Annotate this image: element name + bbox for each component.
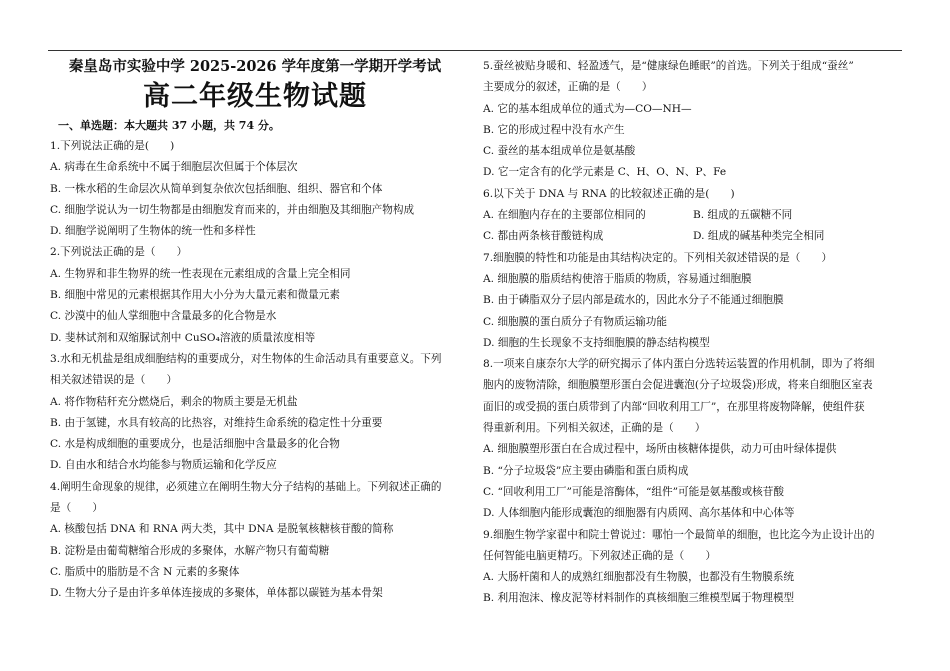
school-header: 秦皇岛市实验中学 2025-2026 学年度第一学期开学考试 — [68, 58, 442, 75]
answer-option: A. 生物界和非生物界的统一性表现在元素组成的含量上完全相同 — [50, 267, 351, 280]
question-text: 胞内的废物清除，细胞膜塑形蛋白会促进囊泡(分子垃圾袋)形成，将来自细胞区室表 — [483, 379, 873, 392]
right-question-list-a — [483, 56, 903, 205]
section-heading: 一、单选题：本大题共 37 小题，共 74 分。 — [58, 119, 280, 132]
answer-option: D. 人体细胞内能形成囊泡的细胞器有内质网、高尔基体和中心体等 — [483, 507, 795, 520]
answer-option: A. 病毒在生命系统中不属于细胞层次但属于个体层次 — [50, 161, 298, 174]
question-text: 9.细胞生物学家翟中和院士曾说过：哪怕一个最简单的细胞，也比迄今为止设计出的 — [483, 528, 875, 541]
option-row — [483, 205, 903, 226]
answer-option: A. 核酸包括 DNA 和 RNA 两大类，其中 DNA 是脱氧核糖核苷酸的简称 — [50, 523, 394, 536]
right-question-list-b — [483, 248, 903, 610]
answer-option: B. 利用泡沫、橡皮泥等材料制作的真核细胞三维模型属于物理模型 — [483, 592, 795, 605]
question-text: 7.细胞膜的特性和功能是由其结构决定的。下列相关叙述错误的是（ ） — [483, 251, 833, 264]
answer-option: C. 细胞膜的蛋白质分子有物质运输功能 — [483, 315, 667, 328]
answer-option: B. 一株水稻的生命层次从简单到复杂依次包括细胞、组织、器官和个体 — [50, 182, 383, 195]
question-text: 面旧的或受损的蛋白质带到了内部“回收利用工厂”，在那里将废物降解，使组件获 — [483, 400, 865, 413]
answer-option: A. 细胞膜的脂质结构使溶于脂质的物质，容易通过细胞膜 — [483, 272, 752, 285]
question-text: 是（ ） — [50, 502, 103, 515]
answer-option: C. 细胞学说认为一切生物都是由细胞发育而来的，并由细胞及其细胞产物构成 — [50, 203, 415, 216]
left-question-list — [50, 136, 460, 605]
question-text: 主要成分的叙述，正确的是（ ） — [483, 81, 653, 94]
answer-option: B. 组成的五碳糖不同 — [693, 209, 793, 222]
answer-option: C. 蚕丝的基本组成单位是氨基酸 — [483, 145, 636, 158]
answer-option: B. 由于氢键，水具有较高的比热容，对维持生命系统的稳定性十分重要 — [50, 416, 383, 429]
question-text: 3.水和无机盐是组成细胞结构的重要成分，对生物体的生命活动具有重要意义。下列 — [50, 352, 442, 365]
question-text: 5.蚕丝被贴身暖和、轻盈透气，是“健康绿色睡眠”的首选。下列关于组成“蚕丝” — [483, 60, 854, 72]
question-text: 得重新利用。下列相关叙述，正确的是（ ） — [483, 422, 706, 435]
answer-option: A. 大肠杆菌和人的成熟红细胞都没有生物膜，也都没有生物膜系统 — [483, 571, 795, 584]
q6-options — [483, 205, 903, 248]
answer-option: D. 它一定含有的化学元素是 C、H、O、N、P、Fe — [483, 166, 727, 179]
answer-option: D. 生物大分子是由许多单体连接成的多聚体，单体都以碳链为基本骨架 — [50, 587, 383, 600]
answer-option: B. 细胞中常见的元素根据其作用大小分为大量元素和微量元素 — [50, 289, 340, 302]
question-text: 4.阐明生命现象的规律，必须建立在阐明生物大分子结构的基础上。下列叙述正确的 — [50, 480, 442, 493]
answer-option: D. 细胞学说阐明了生物体的统一性和多样性 — [50, 225, 256, 238]
answer-option: C. 水是构成细胞的重要成分，也是活细胞中含量最多的化合物 — [50, 438, 340, 451]
answer-option: C. 沙漠中的仙人掌细胞中含量最多的化合物是水 — [50, 310, 277, 323]
answer-option: A. 细胞膜塑形蛋白在合成过程中，场所由核糖体提供，动力可由叶绿体提供 — [483, 443, 837, 456]
question-text: 相关叙述错误的是（ ） — [50, 374, 178, 387]
right-column — [483, 56, 903, 610]
answer-option: A. 它的基本组成单位的通式为—CO—NH— — [483, 102, 692, 115]
answer-option: C. 都由两条核苷酸链构成 — [483, 230, 604, 243]
answer-option: B. 淀粉是由葡萄糖缩合形成的多聚体，水解产物只有葡萄糖 — [50, 544, 330, 557]
question-text: 6.以下关于 DNA 与 RNA 的比较叙述正确的是( ) — [483, 187, 735, 200]
answer-option: C. 脂质中的脂肪是不含 N 元素的多聚体 — [50, 565, 240, 578]
answer-option: A. 将作物秸秆充分燃烧后，剩余的物质主要是无机盐 — [50, 395, 298, 408]
answer-option: D. 斐林试剂和双缩脲试剂中 CuSO₄溶液的质量浓度相等 — [50, 331, 316, 344]
answer-option: D. 组成的碱基种类完全相同 — [693, 230, 825, 243]
answer-option: B. 由于磷脂双分子层内部是疏水的，因此水分子不能通过细胞膜 — [483, 294, 784, 307]
exam-title: 高二年级生物试题 — [143, 81, 367, 112]
answer-option: B. 它的形成过程中没有水产生 — [483, 123, 625, 136]
answer-option: A. 在细胞内存在的主要部位相同的 — [483, 209, 646, 222]
question-text: 任何智能电脑更精巧。下列叙述正确的是（ ） — [483, 549, 717, 562]
answer-option: B. “分子垃圾袋”应主要由磷脂和蛋白质构成 — [483, 464, 689, 477]
answer-option: D. 自由水和结合水均能参与物质运输和化学反应 — [50, 459, 277, 472]
answer-option: D. 细胞的生长现象不支持细胞膜的静态结构模型 — [483, 336, 710, 349]
answer-option: C. “回收利用工厂”可能是溶酶体，“组件”可能是氨基酸或核苷酸 — [483, 485, 784, 498]
question-text: 8.一项来自康奈尔大学的研究揭示了体内蛋白分选转运装置的作用机制，即为了将细 — [483, 358, 875, 371]
left-column — [50, 56, 460, 605]
option-row — [483, 226, 903, 247]
question-text: 2.下列说法正确的是（ ） — [50, 246, 188, 259]
top-rule — [48, 50, 902, 51]
question-text: 1.下列说法正确的是( ) — [50, 140, 175, 152]
